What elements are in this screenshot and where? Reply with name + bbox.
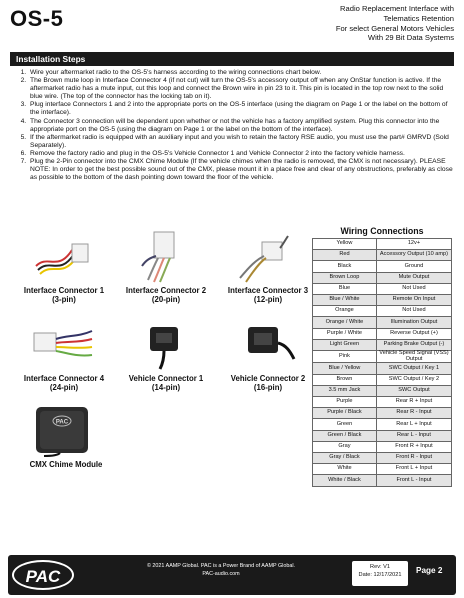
wiring-connections-table (312, 238, 452, 487)
table-row (313, 283, 452, 294)
revision-label: Rev: V1 (370, 564, 390, 570)
wire-color-cell: Blue (313, 283, 377, 294)
wire-function-cell: Rear R - Input (376, 408, 451, 419)
wire-color-cell: Pink (313, 350, 377, 363)
table-row (313, 385, 452, 396)
caption-name: Vehicle Connector 1 (128, 374, 204, 383)
wire-function-cell: Vehicle Speed Signal (VSS) Output (376, 350, 451, 363)
website-link[interactable]: PAC-audio.com (202, 571, 240, 577)
wire-color-cell: Blue / Yellow (313, 363, 377, 374)
vehicle-connector-1-caption (118, 374, 214, 392)
table-row (313, 452, 452, 463)
vehicle-connector-1-photo (130, 313, 200, 371)
table-row (313, 430, 452, 441)
wire-function-cell: Accessory Output (10 amp) (376, 250, 451, 261)
wire-function-cell: Front R + Input (376, 441, 451, 452)
wire-function-cell: Front L + Input (376, 464, 451, 475)
wire-function-cell: Parking Brake Output (-) (376, 339, 451, 350)
interface-connector-3-caption (220, 286, 316, 304)
table-row (313, 397, 452, 408)
revision-date: Date: 12/17/2021 (358, 571, 402, 578)
wire-color-cell: Gray (313, 441, 377, 452)
section-header-installation-steps: Installation Steps (10, 52, 454, 66)
wire-color-cell: Purple (313, 397, 377, 408)
wire-color-cell: White (313, 464, 377, 475)
wiring-table-body (313, 239, 452, 487)
wire-color-cell: Purple / Black (313, 408, 377, 419)
table-row (313, 408, 452, 419)
table-row (313, 464, 452, 475)
wiring-connections-title: Wiring Connections (340, 226, 424, 236)
revision-box (352, 561, 408, 586)
wire-function-cell: Rear L + Input (376, 419, 451, 430)
caption-name: Vehicle Connector 2 (230, 374, 306, 383)
subtitle-line: For select General Motors Vehicles (335, 23, 454, 33)
vehicle-connector-2-photo (232, 313, 302, 371)
logo-mark: PAC (55, 419, 69, 426)
interface-connector-2-caption (118, 286, 214, 304)
step-item: 7. Plug the 2-Pin connector into the CMX Chime Module (If the vehicle chimes when the radio is removed, the CMX is not necessary). PLEASE NOTE: In order to get the best possible sound out of the CMX, please mount it in a place free and clear of any obstructions, preferably as close as possible to the bottom of the dash pointing down toward the floor of the vehicle. (28, 158, 454, 182)
cmx-chime-module-caption: CMX Chime Module (29, 460, 103, 469)
interface-connector-4-photo (28, 313, 98, 371)
table-row (313, 239, 452, 250)
wire-function-cell: Rear L - Input (376, 430, 451, 441)
wire-function-cell: Reverse Output (+) (376, 328, 451, 339)
table-row (313, 306, 452, 317)
wire-color-cell: Light Green (313, 339, 377, 350)
page-number: Page 2 (416, 566, 443, 575)
interface-connector-1-caption (16, 286, 112, 304)
wire-color-cell: Green (313, 419, 377, 430)
wire-color-cell: Brown Loop (313, 272, 377, 283)
caption-pins: (20-pin) (151, 295, 181, 304)
table-row (313, 419, 452, 430)
wire-function-cell: SWC Output (376, 385, 451, 396)
cmx-chime-module-photo (30, 403, 96, 457)
wire-function-cell: Front R - Input (376, 452, 451, 463)
wire-color-cell: Orange / White (313, 317, 377, 328)
table-row (313, 339, 452, 350)
copyright-text: © 2021 AAMP Global. PAC is a Power Brand of AAMP Global. (146, 563, 296, 569)
table-row (313, 250, 452, 261)
wire-color-cell: Purple / White (313, 328, 377, 339)
step-item: 4. The Connector 3 connection will be dependent upon whether or not the vehicle has a factory amplified system. Plug this connector into the appropriate port on the OS-5 (using the diagram on Page 1 or the label on the bottom of the interface). (28, 118, 454, 134)
wire-function-cell: Remote On Input (376, 294, 451, 305)
subtitle-line: With 29 Bit Data Systems (367, 33, 454, 43)
step-item: 3. Plug interface Connectors 1 and 2 into the appropriate ports on the OS-5 interface (using the diagram on Page 1 or the label on the bottom of the interface). (28, 101, 454, 117)
caption-name: Interface Connector 3 (227, 286, 309, 295)
table-row (313, 317, 452, 328)
step-item: 5. If the aftermarket radio is equipped with an auxiliary input and you wish to retain the factory RSE audio, you must use the part# GMRVD (Sold Separately). (28, 134, 454, 150)
table-row (313, 374, 452, 385)
caption-pins: (3-pin) (52, 295, 76, 304)
installation-steps-list (10, 69, 454, 182)
table-row (313, 261, 452, 272)
pac-logo: PAC (12, 560, 74, 590)
interface-connector-4-caption (16, 374, 112, 392)
document-subtitle (244, 4, 454, 43)
wire-function-cell: SWC Output / Key 1 (376, 363, 451, 374)
page-title: OS-5 (10, 6, 64, 31)
wire-color-cell: White / Black (313, 475, 377, 486)
step-item: 2. The Brown mute loop in Interface Connector 4 (if not cut) will turn the OS-5's accessory output off when any OnStar function is active. If the aftermarket radio has a mute input, cut this loop and connect the Brown wire in pin 23 to it. This pin is located in the top row next to the solid blue wire. (The top of the connector has the locking tab on it). (28, 77, 454, 101)
wire-function-cell: Ground (376, 261, 451, 272)
wire-function-cell: Rear R + Input (376, 397, 451, 408)
table-row (313, 328, 452, 339)
caption-pins: (14-pin) (151, 383, 181, 392)
table-row (313, 363, 452, 374)
wire-color-cell: 3.5 mm Jack (313, 385, 377, 396)
wire-color-cell: Brown (313, 374, 377, 385)
wire-color-cell: Green / Black (313, 430, 377, 441)
wire-function-cell: Not Used (376, 283, 451, 294)
wire-function-cell: SWC Output / Key 2 (376, 374, 451, 385)
subtitle-line: Telematics Retention (383, 13, 454, 23)
wire-color-cell: Yellow (313, 239, 377, 250)
step-item: 6. Remove the factory radio and plug in the OS-5's Vehicle Connector 1 and Vehicle Connector 2 into the factory vehicle harness. (28, 150, 454, 158)
subtitle-line: Radio Replacement Interface with (340, 4, 454, 13)
wire-color-cell: Blue / White (313, 294, 377, 305)
table-row (313, 475, 452, 486)
caption-pins: (24-pin) (49, 383, 79, 392)
step-item: 1. Wire your aftermarket radio to the OS-5's harness according to the wiring connections chart below. (28, 69, 454, 77)
wire-function-cell: Mute Output (376, 272, 451, 283)
caption-name: Interface Connector 2 (125, 286, 207, 295)
table-row (313, 441, 452, 452)
table-row (313, 272, 452, 283)
caption-pins: (16-pin) (253, 383, 283, 392)
caption-name: Interface Connector 1 (23, 286, 105, 295)
vehicle-connector-2-caption (220, 374, 316, 392)
caption-name: Interface Connector 4 (23, 374, 105, 383)
wire-color-cell: Black (313, 261, 377, 272)
table-row (313, 294, 452, 305)
wire-function-cell: Front L - Input (376, 475, 451, 486)
wire-color-cell: Orange (313, 306, 377, 317)
table-row (313, 350, 452, 363)
footer-copyright (96, 562, 346, 578)
wire-color-cell: Gray / Black (313, 452, 377, 463)
interface-connector-3-photo (232, 226, 302, 284)
wire-color-cell: Red (313, 250, 377, 261)
wire-function-cell: Not Used (376, 306, 451, 317)
wire-function-cell: 12v+ (376, 239, 451, 250)
interface-connector-1-photo (28, 226, 98, 284)
caption-pins: (12-pin) (253, 295, 283, 304)
wire-function-cell: Illumination Output (376, 317, 451, 328)
interface-connector-2-photo (130, 226, 200, 284)
